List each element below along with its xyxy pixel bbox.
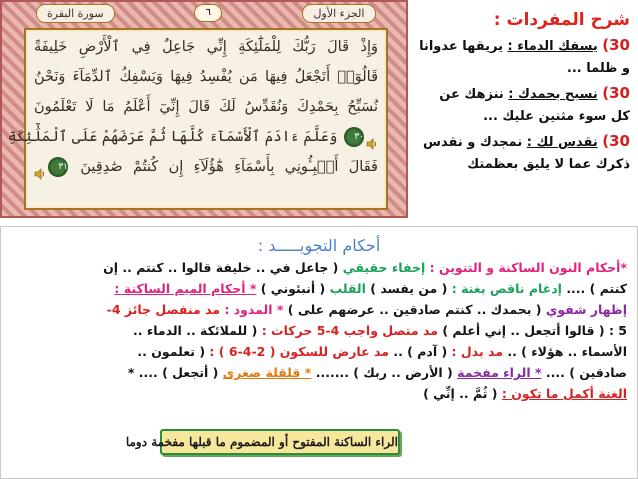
tajweed-line-1 — [11, 257, 627, 278]
audio-speaker-icon-31[interactable] — [34, 161, 46, 173]
rule-example: ( أنبئوني ) — [260, 281, 326, 296]
vocabulary-title: شرح المفردات : — [493, 10, 630, 30]
rule-qalqala-sughra: * قلقلة صغرى — [222, 365, 312, 380]
rule-heading-meem-sakinah: * أحكام الميم الساكنة : — [114, 281, 257, 296]
rule-example: ( الأرض .. ربك ) ....... — [315, 365, 453, 380]
juz-name-cartouche: الجزء الأول — [302, 4, 376, 23]
page-number-badge: ٦ — [194, 4, 222, 22]
quran-line-4 — [7, 122, 378, 152]
rule-ghunna: الغنة أكمل ما تكون : — [501, 386, 627, 401]
vocab-meaning: نمجدك و نقدس ذكرك عما لا يليق بعظمتك — [423, 135, 630, 172]
tajweed-line-3 — [11, 299, 627, 320]
raa-note-callout: الراء الساكنة المفتوح أو المضموم ما قبلها مفخمة دوما — [160, 429, 400, 455]
rule-example: ( ثُمَّ .. إنِّي ) — [423, 386, 498, 401]
ayah-number-31-marker: ٣١ — [48, 157, 68, 177]
rule-madd-badal: مد بدل : — [451, 344, 503, 359]
vocab-ayah-number: 30) — [602, 36, 630, 54]
rule-example: ( آدم ) .. — [393, 344, 448, 359]
rule-heading-noon-sakinah: *أحكام النون الساكنة و التنوين : — [429, 260, 627, 275]
vocab-entry-3 — [416, 130, 630, 176]
quran-line-4-text: وَعَلَّمَ ءَادَمَ ٱلْأَسْمَآءَ كُلَّهَا ثُمَّ عَرَضَهُمْ عَلَى ٱلْمَلَٰٓئِكَةِ — [7, 129, 338, 145]
tajweed-title: أحكام التجويـــــد : — [257, 236, 381, 255]
vocab-entry-2 — [416, 82, 630, 128]
vocabulary-explanation-panel — [410, 0, 638, 218]
rule-example: ( من يفسد ) — [370, 281, 448, 296]
vocab-word: نسبح بحمدك : — [508, 87, 598, 102]
rule-example: ( بحمدك .. كنتم صادقين .. عرضهم على ) — [287, 302, 542, 317]
quran-page-frame — [0, 0, 408, 218]
rule-example: ( أتجعل ) .... * — [127, 365, 219, 380]
vocab-entry-1 — [416, 34, 630, 80]
audio-speaker-icon-30[interactable] — [366, 131, 378, 143]
rule-heading-madd: * المدود : — [224, 302, 284, 317]
tajweed-line-4 — [11, 320, 627, 341]
quran-line-3: نُسَبِّحُ بِحَمْدِكَ وَنُقَدِّسُ لَكَ قَالَ إِنِّيٓ أَعْلَمُ مَا لَا تَعْلَمُونَ — [34, 99, 378, 115]
rule-madd-munfasil: مد منفصل جائز 4- — [106, 302, 221, 317]
rule-izhar-shafawi: إظهار شفوي — [545, 302, 627, 317]
rule-example: ( تعلمون .. — [137, 344, 206, 359]
quran-line-1: وَإِذْ قَالَ رَبُّكَ لِلْمَلَٰٓئِكَةِ إِنِّي جَاعِلٌ فِي ٱلْأَرْضِ خَلِيفَةً — [34, 39, 378, 55]
rule-idgham: إدغام ناقص بغنة : — [451, 281, 562, 296]
rule-example: كنتم ) .... — [566, 281, 627, 296]
tajweed-line-7 — [11, 383, 627, 404]
rule-madd-arid: مد عارض للسكون ( 2-4-6 ) : — [209, 344, 389, 359]
rule-example: الأسماء .. هؤلاء ) .. — [507, 344, 627, 359]
quran-page-header — [36, 3, 376, 23]
vocab-word: يسفك الدماء : — [507, 39, 598, 54]
vocab-meaning: ننزهك عن كل سوء مثنين عليك ... — [439, 87, 630, 124]
rule-example: صادقين ) .... — [545, 365, 627, 380]
vocab-ayah-number: 30) — [602, 84, 630, 102]
rule-example: ( جاعل في .. خليفة قالوا .. كنتم .. إن — [103, 260, 339, 275]
quran-text-panel — [7, 28, 388, 210]
vocab-meaning: يريقها عدوانا و ظلما ... — [419, 39, 630, 76]
tajweed-line-6 — [11, 362, 627, 383]
rule-example: 5 : ( قالوا أتجعل .. إني أعلم ) — [442, 323, 627, 338]
quran-line-5 — [34, 152, 378, 182]
tajweed-line-5 — [11, 341, 627, 362]
ayah-number-30-marker: ٣٠ — [344, 127, 364, 147]
vocab-ayah-number: 30) — [602, 132, 630, 150]
vocab-word: نقدس لك : — [526, 135, 598, 150]
rule-example: ( للملائكة .. الدماء .. — [132, 323, 258, 338]
rule-raa-mufakhkhama: * الراء مفخمة — [457, 365, 542, 380]
rule-madd-muttasil: مد متصل واجب 4-5 حركات : — [261, 323, 438, 338]
quran-line-5-text: فَقَالَ أَنۢبِـُٔونِي بِأَسْمَآءِ هَٰٓؤُلَآءِ إِن كُنتُمْ صَٰدِقِينَ — [80, 159, 378, 175]
quran-line-2: قَالُوٓا۟ أَتَجْعَلُ فِيهَا مَن يُفْسِدُ فِيهَا وَيَسْفِكُ ٱلدِّمَآءَ وَنَحْنُ — [34, 69, 378, 85]
rule-iqlab: القلب — [329, 281, 366, 296]
surah-name-cartouche: سورة البقرة — [36, 4, 115, 23]
rule-ikhfa: إخفاء حقيقي — [342, 260, 426, 275]
tajweed-line-2 — [11, 278, 627, 299]
